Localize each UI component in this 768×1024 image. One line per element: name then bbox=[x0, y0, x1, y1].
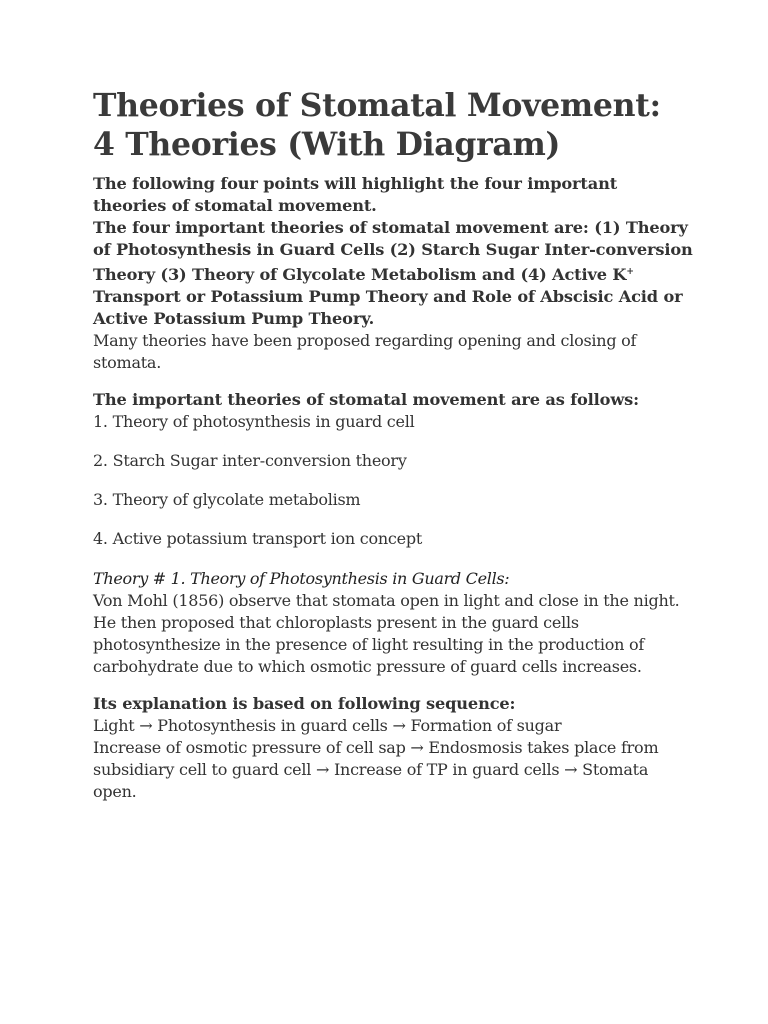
intro-sentence-2 bbox=[93, 217, 693, 330]
list-item: 2. Starch Sugar inter-conversion theory bbox=[93, 451, 407, 470]
intro-paragraph: Many theories have been proposed regarding opening and closing of stomata. bbox=[93, 331, 637, 372]
theories-heading: The important theories of stomatal movement are as follows: bbox=[93, 390, 639, 409]
superscript-plus: + bbox=[626, 267, 634, 277]
intro-sentence-1: The following four points will highlight the four important theories of stomatal movement. bbox=[93, 174, 618, 215]
list-item: 3. Theory of glycolate metabolism bbox=[93, 490, 361, 509]
list-item: 1. Theory of photosynthesis in guard cell bbox=[93, 412, 415, 431]
list-item: 4. Active potassium transport ion concept bbox=[93, 529, 423, 548]
explanation-heading: Its explanation is based on following sequence: bbox=[93, 694, 516, 713]
explanation-line-1: Light → Photosynthesis in guard cells → Formation of sugar bbox=[93, 716, 562, 735]
article bbox=[93, 86, 693, 803]
intro-sentence-2-start: The four important theories of stomatal movement are: (1) Theory of Photosynthesis in Guard Cells (2) Starch Sugar Inter-conversion Theory (3) Theory of Glycolate Metabolism and (4) Active K bbox=[93, 218, 693, 284]
theory-1-heading: Theory # 1. Theory of Photosynthesis in Guard Cells: bbox=[93, 569, 510, 588]
intro-sentence-2-end: Transport or Potassium Pump Theory and Role of Abscisic Acid or Active Potassium Pump Theory. bbox=[93, 287, 683, 328]
article-title: Theories of Stomatal Movement: 4 Theories (With Diagram) bbox=[93, 87, 661, 163]
explanation-line-2: Increase of osmotic pressure of cell sap → Endosmosis takes place from subsidiary cell to guard cell → Increase of TP in guard cells → Stomata open. bbox=[93, 738, 659, 801]
theory-1-text: Von Mohl (1856) observe that stomata open in light and close in the night. He then proposed that chloroplasts present in the guard cells photosynthesize in the presence of light resulting in the production of carbohydrate due to which osmotic pressure of guard cells increases. bbox=[93, 591, 680, 676]
